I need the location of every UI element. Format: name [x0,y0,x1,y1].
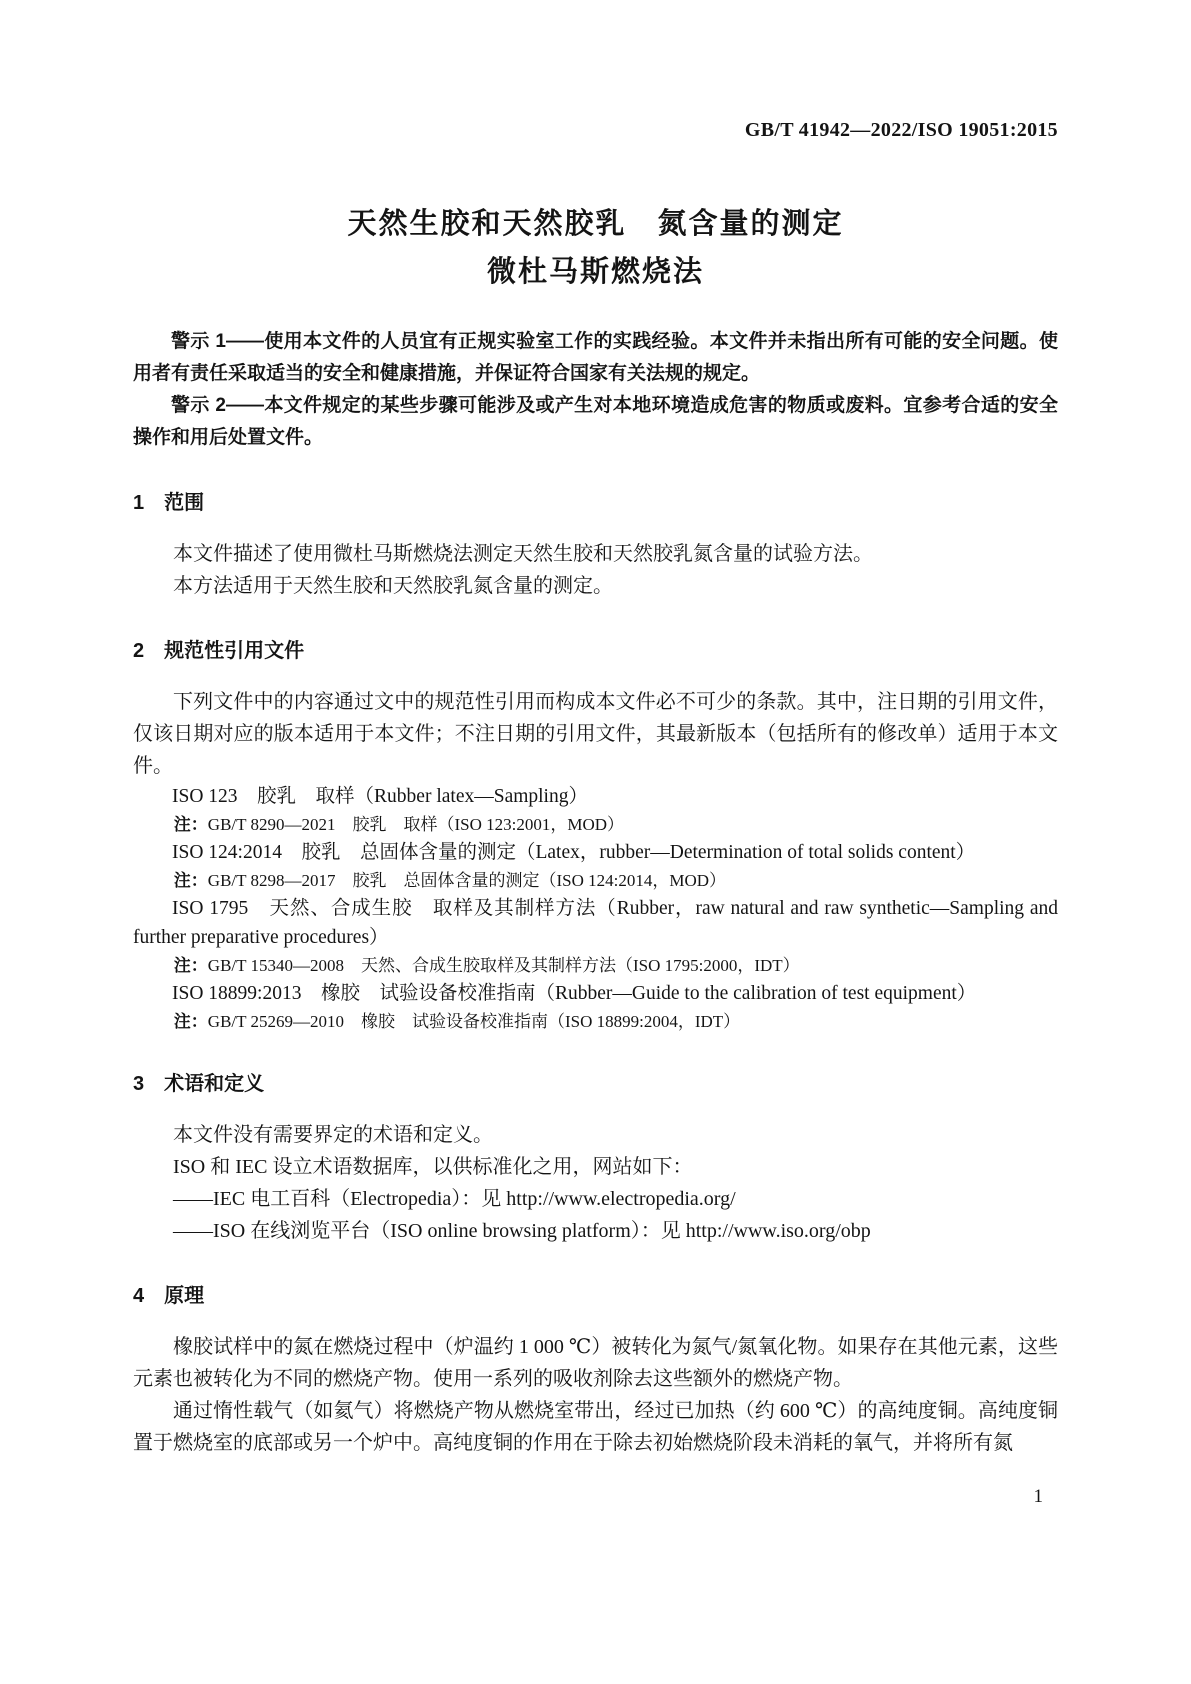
section-heading: 3 术语和定义 [133,1073,265,1095]
note-paragraph: 注：GB/T 25269—2010 橡胶 试验设备校准指南（ISO 18899:2004，IDT） [173,1012,741,1031]
page-number: 1 [1033,1486,1043,1507]
document-body [133,326,1058,1459]
note-label: 注： [173,956,208,975]
section-heading: 4 原理 [133,1285,205,1307]
paragraph: ——IEC 电工百科（Electropedia）：见 http://www.electropedia.org/ [173,1188,736,1210]
note-label: 注： [173,871,208,890]
warning-paragraph: 警示 2——本文件规定的某些步骤可能涉及或产生对本地环境造成危害的物质或废料。宜参考合适的安全操作和用后处置文件。 [133,395,1058,448]
warning-paragraph: 警示 1——使用本文件的人员宜有正规实验室工作的实践经验。本文件并未指出所有可能的安全问题。使用者有责任采取适当的安全和健康措施，并保证符合国家有关法规的规定。 [133,331,1058,384]
note-paragraph: 注：GB/T 8290—2021 胶乳 取样（ISO 123:2001，MOD） [173,815,624,834]
paragraph: ISO 和 IEC 设立术语数据库，以供标准化之用，网站如下： [173,1156,693,1178]
title-line-2: 微杜马斯燃烧法 [486,256,704,288]
section-heading: 1 范围 [133,492,205,514]
note-label: 注： [173,1012,208,1031]
paragraph: 通过惰性载气（如氦气）将燃烧产物从燃烧室带出，经过已加热（约 600 ℃）的高纯度铜。高纯度铜置于燃烧室的底部或另一个炉中。高纯度铜的作用在于除去初始燃烧阶段未消耗的氧气，并将所有氮 [133,1400,1058,1454]
paragraph: ——ISO 在线浏览平台（ISO online browsing platform）：见 http://www.iso.org/obp [173,1220,871,1242]
title-line-1: 天然生胶和天然胶乳 氮含量的测定 [347,208,844,240]
reference-entry: ISO 18899:2013 橡胶 试验设备校准指南（Rubber—Guide to the calibration of test equipment） [172,983,977,1004]
note-label: 注： [173,815,208,834]
paragraph: 本文件没有需要界定的术语和定义。 [173,1124,493,1146]
standard-number-header: GB/T 41942—2022/ISO 19051:2015 [744,119,1058,141]
section-heading: 2 规范性引用文件 [133,640,305,662]
note-paragraph: 注：GB/T 15340—2008 天然、合成生胶取样及其制样方法（ISO 1795:2000，IDT） [173,956,800,975]
document-title [133,200,1058,296]
note-paragraph: 注：GB/T 8298—2017 胶乳 总固体含量的测定（ISO 124:2014，MOD） [173,871,726,890]
paragraph: 本文件描述了使用微杜马斯燃烧法测定天然生胶和天然胶乳氮含量的试验方法。 [173,543,873,565]
paragraph: 本方法适用于天然生胶和天然胶乳氮含量的测定。 [173,575,613,597]
paragraph: 下列文件中的内容通过文中的规范性引用而构成本文件必不可少的条款。其中，注日期的引用文件，仅该日期对应的版本适用于本文件；不注日期的引用文件，其最新版本（包括所有的修改单）适用于本文件。 [133,691,1058,777]
paragraph: 橡胶试样中的氮在燃烧过程中（炉温约 1 000 ℃）被转化为氮气/氮氧化物。如果存在其他元素，这些元素也被转化为不同的燃烧产物。使用一系列的吸收剂除去这些额外的燃烧产物。 [133,1336,1058,1390]
reference-entry: ISO 1795 天然、合成生胶 取样及其制样方法（Rubber，raw natural and raw synthetic—Sampling and further preparative procedures） [133,898,1058,948]
reference-entry: ISO 124:2014 胶乳 总固体含量的测定（Latex，rubber—Determination of total solids content） [172,842,976,863]
reference-entry: ISO 123 胶乳 取样（Rubber latex—Sampling） [172,786,588,807]
